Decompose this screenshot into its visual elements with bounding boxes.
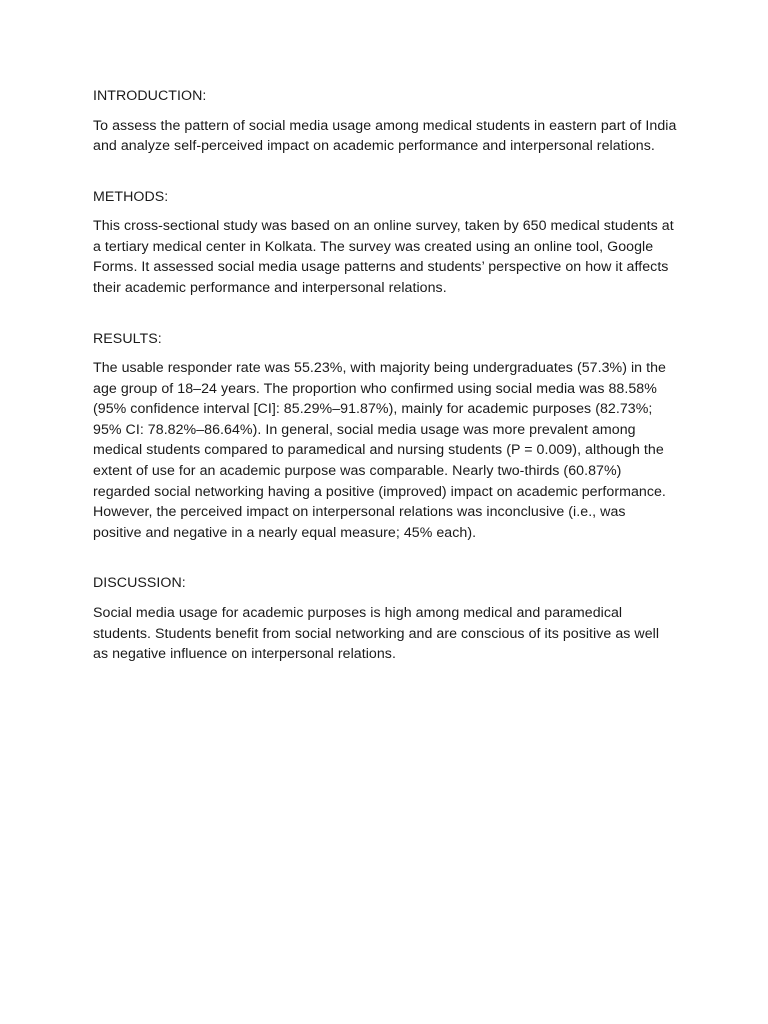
section-body-discussion: Social media usage for academic purposes is high among medical and paramedical students. Students benefit from social networking and are conscious of its positive as well as negative influence on interpersonal relations. [93, 604, 660, 663]
section-body-results: The usable responder rate was 55.23%, with majority being undergraduates (57.3%) in the age group of 18–24 years. The proportion who confirmed using social media was 88.58% (95% confidence interval [CI]: 85.29%–91.87%), mainly for academic purposes (82.73%; 95% CI: 78.82%–86.64%). In general, social media usage was more prevalent among medical students compared to paramedical and nursing students (P = 0.009), although the extent of use for an academic purpose was comparable. Nearly two-thirds (60.87%) regarded social networking having a positive (improved) impact on academic performance. However, the perceived impact on interpersonal relations was inconclusive (i.e., was positive and negative in a nearly equal measure; 45% each). [93, 360, 666, 541]
section-introduction [93, 86, 677, 157]
section-heading-discussion: DISCUSSION: [93, 575, 186, 592]
section-heading-methods: METHODS: [93, 188, 169, 205]
section-heading-introduction: INTRODUCTION: [93, 88, 207, 104]
section-body-methods: This cross-sectional study was based on an online survey, taken by 650 medical students at a tertiary medical center in Kolkata. The survey was created using an online tool, Google Forms. It assessed social media usage patterns and students’ perspective on how it affects their academic performance and interpersonal relations. [93, 218, 674, 296]
section-heading-results: RESULTS: [93, 330, 162, 347]
section-discussion [93, 573, 677, 664]
section-body-introduction: To assess the pattern of social media usage among medical students in eastern part of India and analyze self-perceived impact on academic performance and interpersonal relations. [93, 117, 677, 155]
document-page [93, 86, 677, 665]
section-methods [93, 187, 677, 299]
section-results [93, 329, 677, 544]
